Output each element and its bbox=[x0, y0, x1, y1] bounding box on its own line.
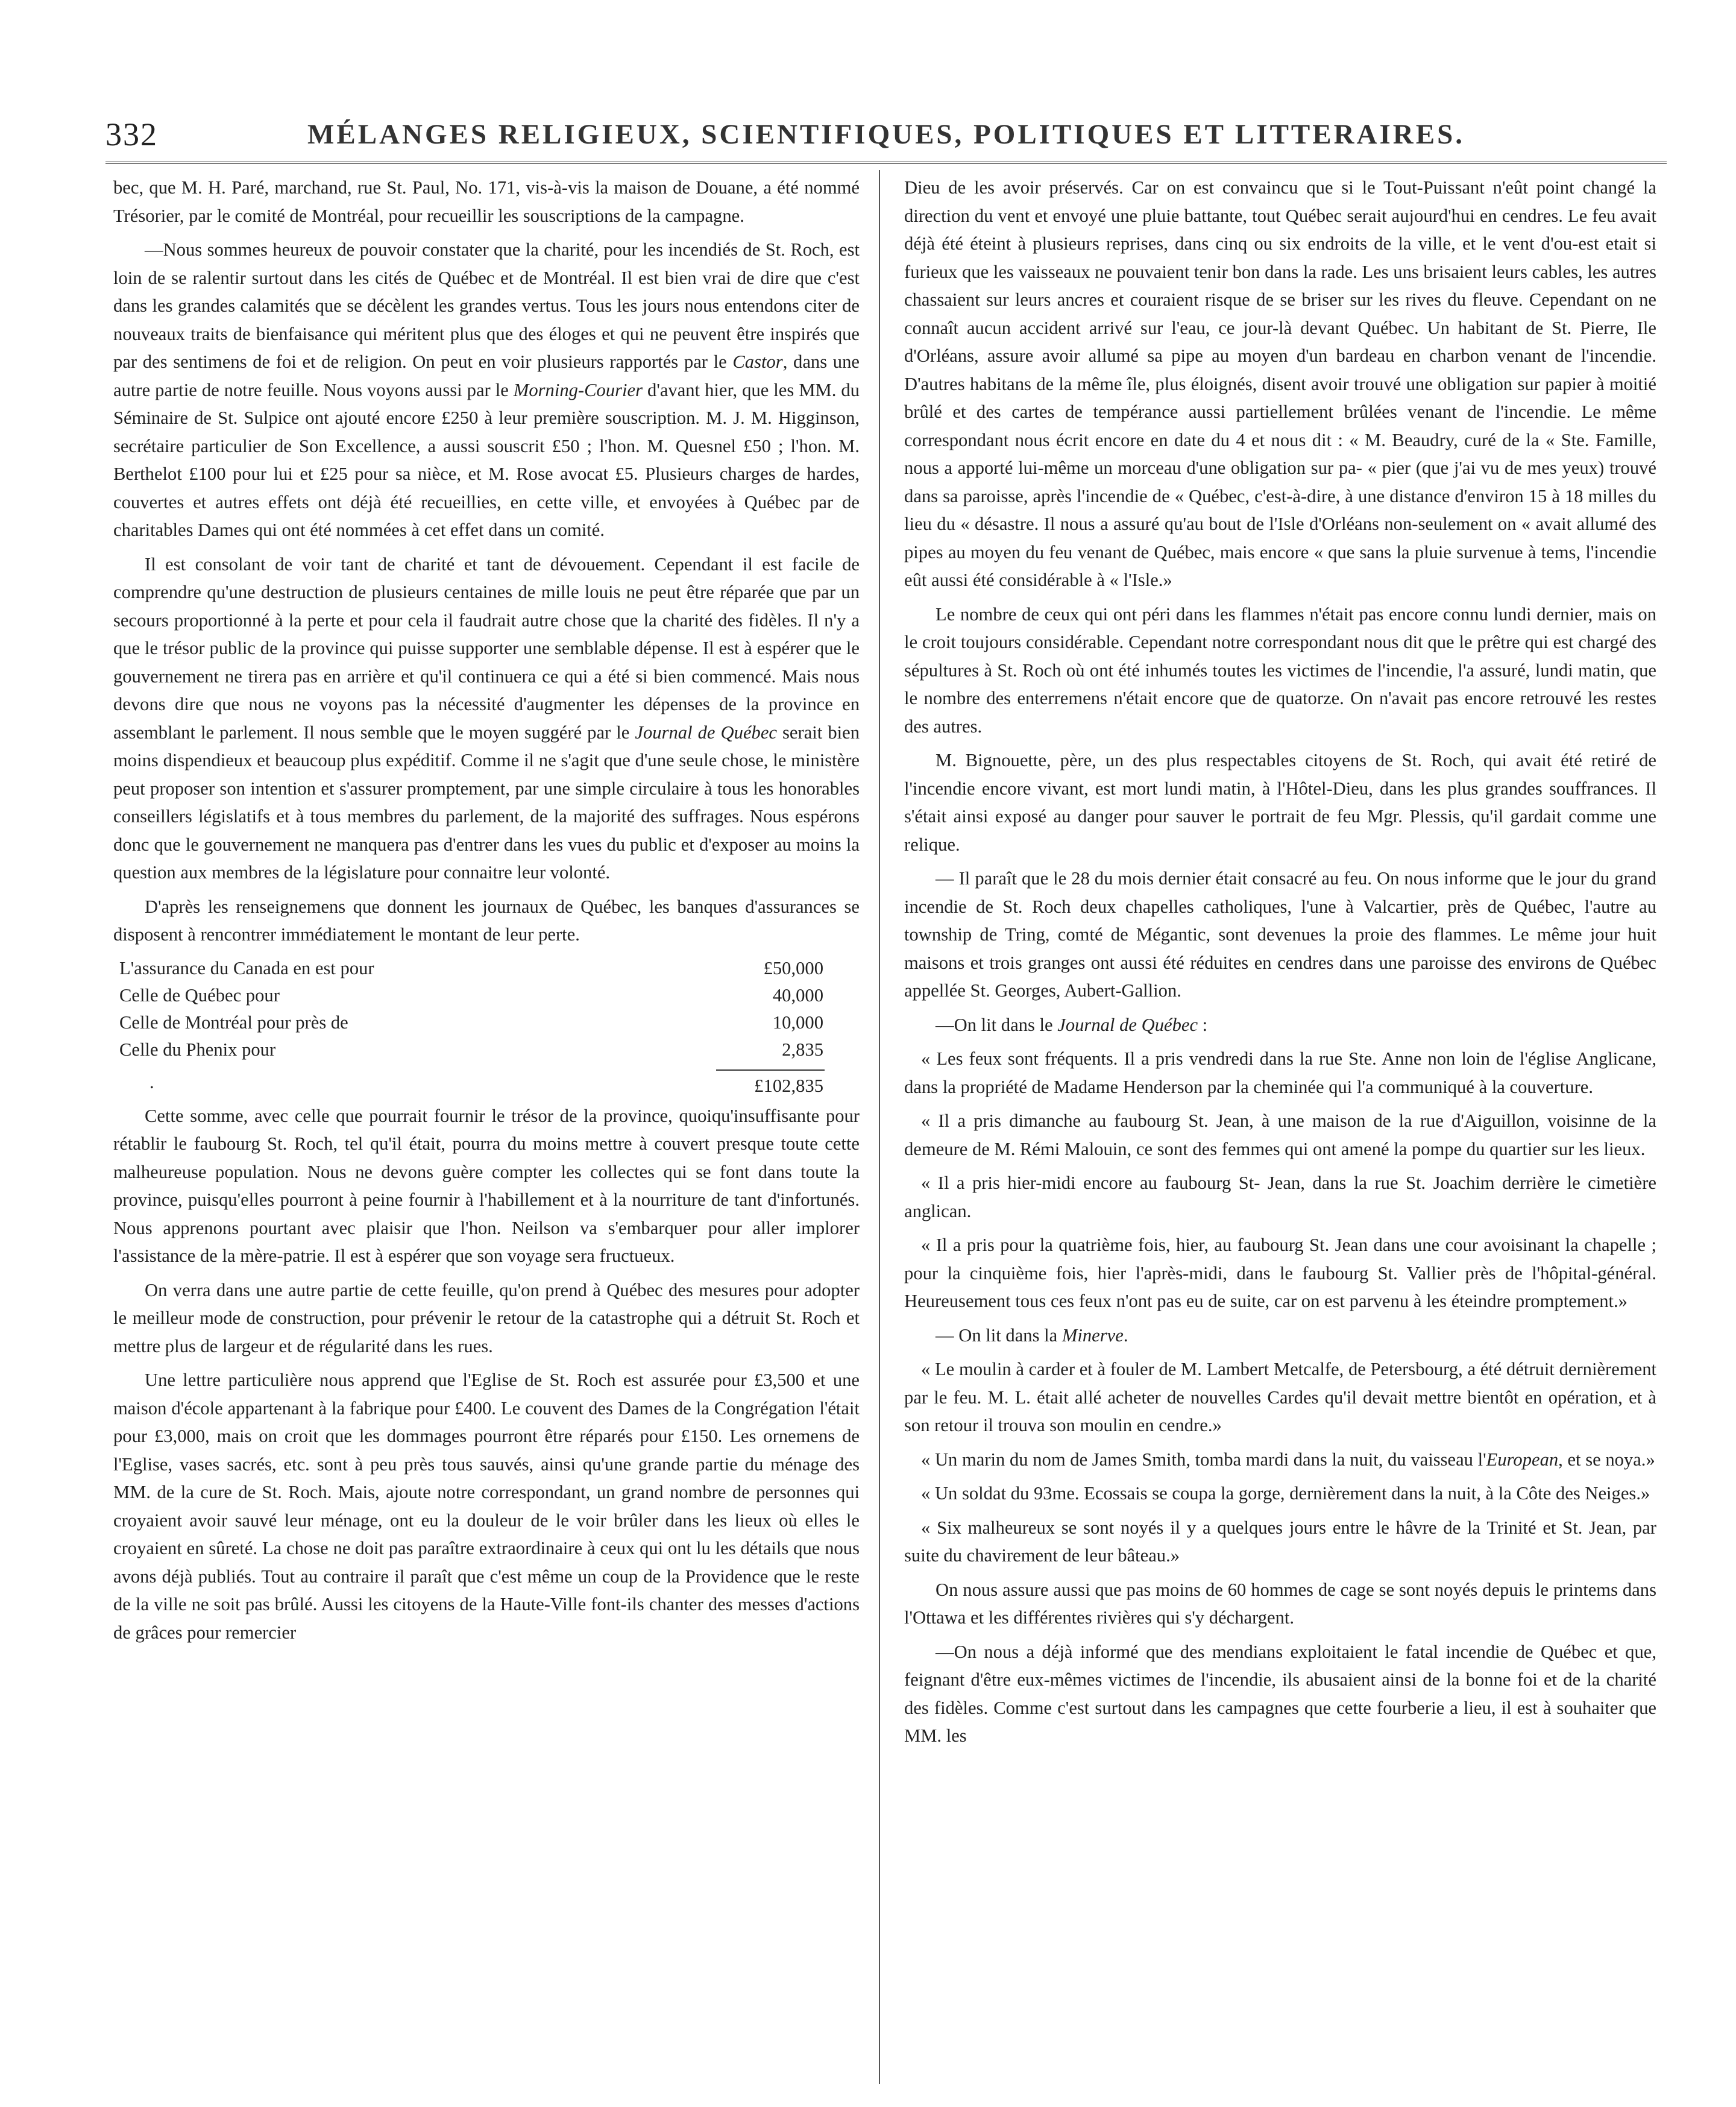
paragraph: D'après les renseignemens que donnent les journaux de Québec, les banques d'assurances se disposent à rencontrer immédiatement le montant de leur perte. bbox=[113, 896, 860, 945]
paragraph: —Nous sommes heureux de pouvoir constater que la charité, pour les incendiés de St. Roch, est loin de se ralentir surtout dans les cités de Québec et de Montréal. Il est bien vrai de dire que c'est dans les grandes calamités que se décèlent les grandes vertus. Tous les jours nous entendons citer de nouveaux traits de bienfaisance qui méritent plus que des éloges et qui ne peuvent être inspirés que par des sentimens de foi et de religion. On peut en voir plusieurs rapportés par le Castor, dans une autre partie de notre feuille. Nous voyons aussi par le Morning-Courier d'avant hier, que les MM. du Séminaire de St. Sulpice ont ajouté encore £250 à leur première souscription. M. J. M. Higginson, secrétaire particulier de Son Excellence, a aussi souscrit £50 ; l'hon. M. Quesnel £50 ; l'hon. M. Berthelot £100 pour lui et £25 pour sa nièce, et M. Rose avocat £5. Plusieurs charges de hardes, couvertes et autres effets ont déjà été recueillies, en cette ville, et envoyées à Québec par de charitables Dames qui ont été nommées à cet effet dans un comité. bbox=[113, 239, 860, 540]
paragraph: Le nombre de ceux qui ont péri dans les flammes n'était pas encore connu lundi dernier, mais on le croit toujours considérable. Cependant notre correspondant nous dit que le prêtre qui est chargé des sépultures à St. Roch où ont été inhumés toutes les victimes de l'incendie, l'a assuré, lundi matin, que le nombre des enterremens n'était encore que de quatorze. On n'avait pas encore retrouvé les restes des autres. bbox=[904, 603, 1656, 737]
paragraph: Il est consolant de voir tant de charité et tant de dévouement. Cependant il est facile de comprendre qu'une destruction de plusieurs centaines de mille louis ne peut être réparée que par un secours proportionné à la perte et pour cela il faudrait autre chose que la charité des fidèles. Il n'y a que le trésor public de la province qui puisse supporter une semblable dépense. Il est à espérer que le gouvernement ne tirera pas en arrière et qu'il continuera ce qui a été si bien commencé. Mais nous devons dire que nous ne voyons pas la nécessité d'augmenter les dépenses de la province en assemblant le parlement. Il nous semble que le moyen suggéré par le Journal de Québec serait bien moins dispendieux et beaucoup plus expéditif. Comme il ne s'agit que d'une seule chose, le ministère peut proposer son intention et s'assurer promptement, par une simple circulaire à tous les honorables conseillers législatifs et à tous membres du parlement, de la majorité des suffrages. Nous espérons donc que le gouvernement ne manquera pas d'entrer dans les vues du public et d'exposer au moins la question aux membres de la législature pour connaitre leur volonté. bbox=[113, 553, 860, 883]
total-amount: £102,835 bbox=[754, 1075, 823, 1096]
insurance-table bbox=[113, 955, 860, 1063]
page-number: 332 bbox=[105, 116, 158, 153]
left-column bbox=[113, 174, 860, 2085]
quote-paragraph: « Les feux sont fréquents. Il a pris vendredi dans la rue Ste. Anne non loin de l'église Anglicane, dans la propriété de Madame Henderson par la cheminée qui l'a communiqué à la couverture. bbox=[904, 1048, 1656, 1097]
paragraph: —On nous a déjà informé que des mendians exploitaient le fatal incendie de Québec et que, feignant d'être eux-mêmes victimes de l'incendie, ils abusaient ainsi de la bonne foi et de la charité des fidèles. Comme c'est surtout dans les campagnes que cette fourberie a lieu, il est à souhaiter que MM. les bbox=[904, 1641, 1656, 1746]
table-row: Celle de Montréal pour près de 10,000 bbox=[119, 1012, 823, 1033]
paragraph: Une lettre particulière nous apprend que l'Eglise de St. Roch est assurée pour £3,500 et une maison d'école appartenant à la fabrique pour £400. Le couvent des Dames de la Congrégation l'était pour £3,000, mais on croit que les dommages pourront être réparés pour £150. Les ornemens de l'Eglise, vases sacrés, etc. sont à peu près tous sauvés, ainsi qu'une grande partie du ménage des MM. de la cure de St. Roch. Mais, ajoute notre correspondant, un grand nombre de personnes qui croyaient avoir sauvé leur ménage, ont eu la douleur de le voir brûler dans les lieux où elles le croyaient en sûreté. La chose ne doit pas paraître extraordinaire à ceux qui ont lu les détails que nous avons déjà publiés. Tout au contraire il paraît que c'est même un coup de la Providence que le reste de la ville ne soit pas brûlé. Aussi les citoyens de la Haute-Ville font-ils chanter des messes d'actions de grâces pour remercier bbox=[113, 1370, 860, 1643]
table-row: L'assurance du Canada en est pour £50,000 bbox=[119, 957, 823, 978]
paragraph: —On lit dans le Journal de Québec : bbox=[936, 1014, 1208, 1035]
right-column bbox=[904, 174, 1656, 2085]
column-divider bbox=[879, 170, 880, 2084]
running-title: MÉLANGES RELIGIEUX, SCIENTIFIQUES, POLITIQUES ET LITTERAIRES. bbox=[307, 119, 1465, 150]
paragraph: Dieu de les avoir préservés. Car on est convaincu que si le Tout-Puissant n'eût point changé la direction du vent et envoyé une pluie battante, tout Québec serait aujourd'hui en cendres. Le feu avait déjà été éteint à plusieurs reprises, dans cinq ou six endroits de la ville, et le vent d'ou-est etait si furieux que les vaisseaux ne pouvaient tenir bon dans la rade. Les uns brisaient leurs cables, les autres chassaient sur leurs ancres et couraient risque de se briser sur les rives du fleuve. Cependant on ne connaît aucun accident arrivé sur l'eau, ce jour-là devant Québec. Un habitant de St. Pierre, Ile d'Orléans, assure avoir allumé sa pipe au moyen d'un bardeau en charbon venant de l'incendie. D'autres habitans de la même île, plus éloignés, disent avoir trouvé une obligation sur papier à moitié brûlé et des cartes de tempérance aussi partiellement brûlées venant de l'incendie. Le même correspondant nous écrit encore en date du 4 et nous dit : « M. Beaudry, curé de la « Ste. Famille, nous a apporté lui-même un morceau d'une obligation sur pa- « pier (que j'ai vu de mes yeux) trouvé dans sa paroisse, après l'incendie de « Québec, c'est-à-dire, à une distance d'environ 15 à 18 milles du lieu du « désastre. Il nous a assuré qu'au bout de l'Isle d'Orléans non-seulement on « avait allumé des pipes au moyen du feu venant de Québec, mais encore « que sans la pluie survenue à tems, l'incendie eût aussi été considérable à « l'Isle.» bbox=[904, 177, 1656, 590]
paragraph: — Il paraît que le 28 du mois dernier était consacré au feu. On nous informe que le jour du grand incendie de St. Roch deux chapelles catholiques, l'une à Valcartier, près de Québec, l'autre au township de Tring, comté de Mégantic, sont devenues la proie des flammes. Le même jour huit maisons et trois granges ont aussi été réduites en cendres dans une paroisse des environs de Québec appellée St. Georges, Aubert-Gallion. bbox=[904, 868, 1656, 1001]
quote-paragraph: « Le moulin à carder et à fouler de M. Lambert Metcalfe, de Petersbourg, a été détruit dernièrement par le feu. M. L. était allé acheter de nouvelles Cardes qu'il devait mettre bientôt en opération, et à son retour il trouva son moulin en cendre.» bbox=[904, 1359, 1656, 1435]
insurance-total: . £102,835 bbox=[113, 1068, 860, 1096]
quote-paragraph: « Il a pris pour la quatrième fois, hier, au faubourg St. Jean dans une cour avoisinant la chapelle ; pour la cinquième fois, hier l'après-midi, dans le faubourg St. Vallier près de l'hôpital-général. Heureusement tous ces feux n'ont pas eu de suite, car on est parvenu à les éteindre promptement.» bbox=[904, 1235, 1656, 1311]
quote-paragraph: « Six malheureux se sont noyés il y a quelques jours entre le hâvre de la Trinité et St. Jean, par suite du chavirement de leur bâteau.» bbox=[904, 1517, 1656, 1566]
quote-paragraph: « Il a pris dimanche au faubourg St. Jean, à une maison de la rue d'Aiguillon, voisinne de la demeure de M. Rémi Malouin, ce sont des femmes qui ont amené la pompe du quartier sur les lieux. bbox=[904, 1110, 1656, 1159]
paragraph: — On lit dans la Minerve. bbox=[936, 1324, 1128, 1346]
table-row: Celle du Phenix pour 2,835 bbox=[119, 1039, 823, 1060]
paragraph: On verra dans une autre partie de cette feuille, qu'on prend à Québec des mesures pour adopter le meilleur mode de construction, pour prévenir le retour de la catastrophe qui a détruit St. Roch et mettre plus de largeur et de régularité dans les rues. bbox=[113, 1279, 860, 1356]
paragraph: M. Bignouette, père, un des plus respectables citoyens de St. Roch, qui avait été retiré de l'incendie encore vivant, est mort lundi matin, à l'Hôtel-Dieu, dans les plus grandes souffrances. Il s'était ainsi exposé au danger pour sauver le portrait de feu Mgr. Plessis, qu'il gardait comme une relique. bbox=[904, 750, 1656, 855]
paragraph: Cette somme, avec celle que pourrait fournir le trésor de la province, quoiqu'insuffisante pour rétablir le faubourg St. Roch, tel qu'il était, pourra du moins mettre à couvert presque toute cette malheureuse population. Nous ne devons guère compter les collectes qui se font dans toute la province, puisqu'elles pourront à peine fournir à l'habillement et à la nourriture de tant d'infortunés. Nous apprenons pourtant avec plaisir que l'hon. Neilson va s'embarquer pour aller implorer l'assistance de la mère-patrie. Il est à espérer que son voyage sera fructueux. bbox=[113, 1105, 860, 1266]
table-row: Celle de Québec pour 40,000 bbox=[119, 984, 823, 1006]
quote-paragraph: « Il a pris hier-midi encore au faubourg St- Jean, dans la rue St. Joachim derrière le cimetière anglican. bbox=[904, 1173, 1656, 1221]
paragraph: bec, que M. H. Paré, marchand, rue St. Paul, No. 171, vis-à-vis la maison de Douane, a été nommé Trésorier, par le comité de Montréal, pour recueillir les souscriptions de la campagne. bbox=[113, 177, 860, 226]
quote-paragraph: « Un marin du nom de James Smith, tomba mardi dans la nuit, du vaisseau l'European, et se noya.» bbox=[921, 1449, 1655, 1470]
sum-rule bbox=[716, 1069, 825, 1071]
page-header bbox=[105, 107, 1667, 164]
quote-paragraph: « Un soldat du 93me. Ecossais se coupa la gorge, dernièrement dans la nuit, à la Côte des Neiges.» bbox=[921, 1483, 1650, 1504]
paragraph: On nous assure aussi que pas moins de 60 hommes de cage se sont noyés depuis le printems dans l'Ottawa et les différentes rivières qui s'y déchargent. bbox=[904, 1579, 1656, 1628]
